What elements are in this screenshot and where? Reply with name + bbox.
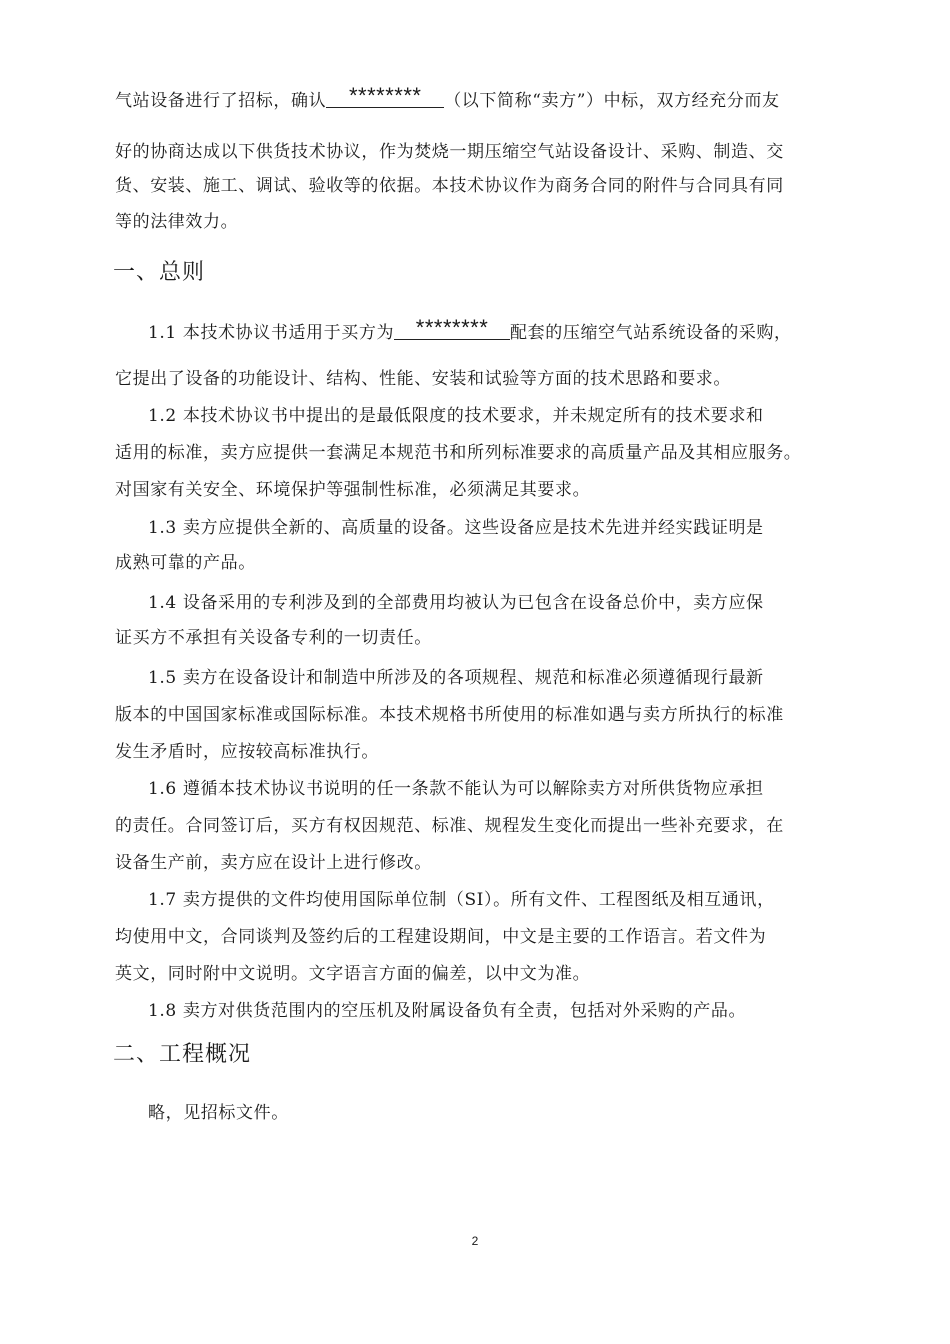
redacted-field: ******** [394,317,510,340]
intro-line-1 [115,83,780,113]
overview-body: 略，见招标文件。 [148,1103,289,1123]
intro-text: 气站设备进行了招标，确认 [115,91,327,111]
clause-1-1-line-2: 它提出了设备的功能设计、结构、性能、安装和试验等方面的技术思路和要求。 [115,369,731,389]
clause-1-6-line-2: 的责任。合同签订后，买方有权因规范、标准、规程发生变化而提出一些补充要求，在 [115,816,784,836]
clause-1-5-line-3: 发生矛盾时，应按较高标准执行。 [115,742,379,762]
clause-1-6-line-3: 设备生产前，卖方应在设计上进行修改。 [115,853,432,873]
clause-text: 1.1 本技术协议书适用于买方为 [148,323,395,343]
intro-line-3: 货、安装、施工、调试、验收等的依据。本技术协议作为商务合同的附件与合同具有同 [115,176,784,196]
clause-1-3-line-1: 1.3 卖方应提供全新的、高质量的设备。这些设备应是技术先进并经实践证明是 [148,518,764,538]
clause-1-1-line-1 [148,315,792,345]
clause-1-4-line-2: 证买方不承担有关设备专利的一切责任。 [115,628,432,648]
clause-1-2-line-2: 适用的标准，卖方应提供一套满足本规范书和所列标准要求的高质量产品及其相应服务。 [115,443,802,463]
intro-line-2: 好的协商达成以下供货技术协议，作为焚烧一期压缩空气站设备设计、采购、制造、交 [115,142,784,162]
intro-text: （以下简称“卖方”）中标，双方经充分而友 [444,91,780,111]
clause-1-4-line-1: 1.4 设备采用的专利涉及到的全部费用均被认为已包含在设备总价中，卖方应保 [148,593,764,613]
clause-1-3-line-2: 成熟可靠的产品。 [115,553,256,573]
page-number: 2 [471,1234,479,1248]
clause-1-8-line-1: 1.8 卖方对供货范围内的空压机及附属设备负有全责，包括对外采购的产品。 [148,1001,747,1021]
redacted-field: ******** [326,85,444,108]
section-heading-overview: 二、工程概况 [113,1042,252,1067]
clause-1-7-line-3: 英文，同时附中文说明。文字语言方面的偏差，以中文为准。 [115,964,591,984]
intro-line-4: 等的法律效力。 [115,212,239,232]
clause-1-2-line-3: 对国家有关安全、环境保护等强制性标准，必须满足其要求。 [115,480,591,500]
clause-1-7-line-2: 均使用中文，合同谈判及签约后的工程建设期间，中文是主要的工作语言。若文件为 [115,927,767,947]
clause-1-6-line-1: 1.6 遵循本技术协议书说明的任一条款不能认为可以解除卖方对所供货物应承担 [148,779,764,799]
clause-1-5-line-2: 版本的中国国家标准或国际标准。本技术规格书所使用的标准如遇与卖方所执行的标准 [115,705,784,725]
clause-1-2-line-1: 1.2 本技术协议书中提出的是最低限度的技术要求，并未规定所有的技术要求和 [148,406,764,426]
section-heading-general: 一、总则 [113,260,206,285]
clause-1-5-line-1: 1.5 卖方在设备设计和制造中所涉及的各项规程、规范和标准必须遵循现行最新 [148,668,764,688]
clause-1-7-line-1: 1.7 卖方提供的文件均使用国际单位制（SI）。所有文件、工程图纸及相互通讯， [148,890,775,910]
clause-text: 配套的压缩空气站系统设备的采购， [510,323,792,343]
